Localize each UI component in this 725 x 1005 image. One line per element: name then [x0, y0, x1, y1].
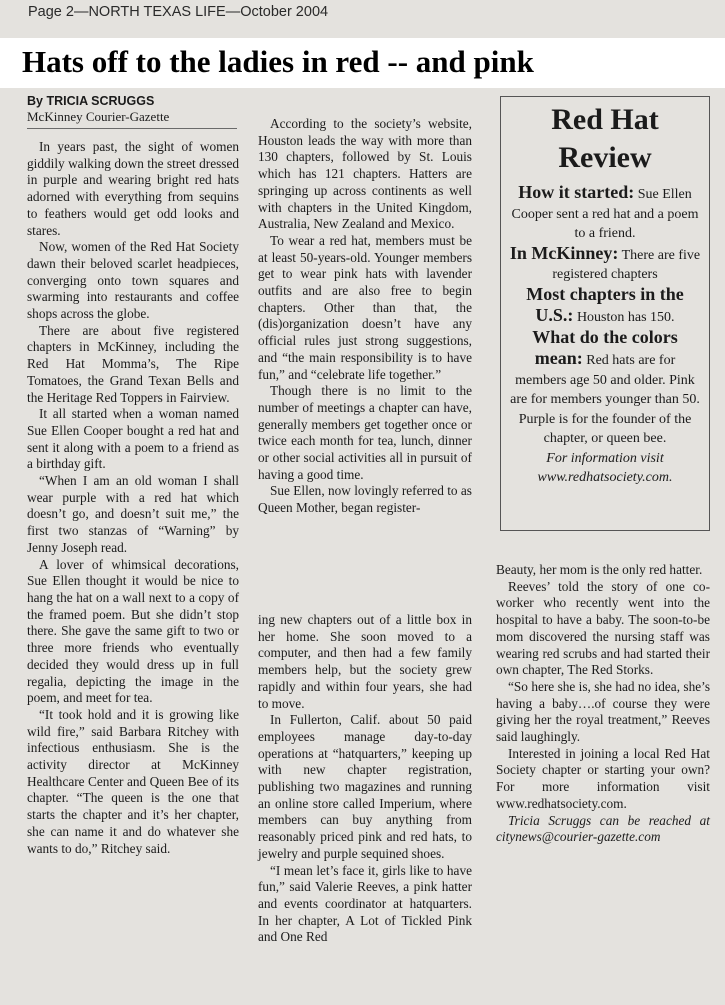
paragraph: In years past, the sight of women giddily walking down the street dressed in purple and wearing bright red hats adorned with everything from sequins to feathers would get odd looks and stares. [27, 139, 239, 238]
sidebar-heading: Most chapters in the U.S.: [526, 283, 684, 325]
column-1 [27, 94, 239, 857]
paragraph: “It took hold and it is growing like wild fire,” said Barbara Ritchey with infectious enthusiasm. She is the activity director at McKinney Healthcare Center and Queen Bee of its chapter. “The queen is the one that starts the chapter and it’s her chapter, she can name it and do whatever she wants to do,” Ritchey said. [27, 706, 239, 856]
column-2-top [258, 116, 472, 517]
sidebar-text: There are five registered chapters [552, 247, 701, 282]
author-contact: Tricia Scruggs can be reached at citynews@courier-gazette.com [496, 812, 710, 845]
paragraph: Sue Ellen, now lovingly referred to as Queen Mother, began register- [258, 483, 472, 516]
sidebar-section [509, 183, 701, 244]
sidebar-text: Sue Ellen Cooper sent a red hat and a poem to a friend. [511, 187, 699, 241]
sidebar-section [509, 244, 701, 285]
paragraph: It all started when a woman named Sue Ellen Cooper bought a red hat and sent it along with a poem to a friend as a birthday gift. [27, 406, 239, 472]
paragraph: Interested in joining a local Red Hat Society chapter or starting your own? For more information visit www.redhatsociety.com. [496, 745, 710, 811]
sidebar-title: Red Hat Review [551, 103, 659, 174]
paragraph: “I mean let’s face it, girls like to have fun,” said Valerie Reeves, a pink hatter and events coordinator at hatquarters. In her chapter, A Lot of Tickled Pink and One Red [258, 862, 472, 945]
sidebar-section [509, 285, 701, 328]
sidebar-section [509, 328, 701, 449]
red-hat-review-sidebar [500, 96, 710, 531]
paragraph: Reeves’ told the story of one co-worker who recently went into the hospital to have a baby. The soon-to-be mom discovered the nursing staff was wearing red scrubs and had started their own chapter, The Red Storks. [496, 578, 710, 678]
sidebar-heading: How it started: [518, 182, 635, 202]
sidebar-heading: In McKinney: [509, 242, 619, 263]
column-2-bottom [258, 612, 472, 946]
paragraph: There are about five registered chapters in McKinney, including the Red Hat Momma’s, The Ripe Tomatoes, the Grand Texan Bells and the Heritage Red Toppers in Fairview. [27, 322, 239, 405]
sidebar-heading: What do the colors mean: [532, 326, 678, 368]
paragraph: Now, women of the Red Hat Society dawn their beloved scarlet headpieces, converging onto town squares and swarming into restaurants and coffee shops across the globe. [27, 239, 239, 322]
paragraph: A lover of whimsical decorations, Sue Ellen thought it would be nice to hang the hat on a wall next to a copy of the framed poem. But she didn’t stop there. She gave the same gift to two or three more friends who eventually decided they would dress up in full regalia, depicting the image in the poem, and meet for tea. [27, 556, 239, 706]
paragraph: “So here she is, she had no idea, she’s having a baby….of course they were giving her the royal treatment,” Reeves said laughingly. [496, 678, 710, 745]
page-folio: Page 2—NORTH TEXAS LIFE—October 2004 [28, 4, 329, 20]
column-3 [496, 562, 710, 846]
paragraph: ing new chapters out of a little box in her home. She soon moved to a computer, and then had a few family members help, but the society grew rapidly and within four years, she had to move. [258, 612, 472, 711]
byline-paper: McKinney Courier-Gazette [27, 109, 170, 124]
byline-rule [27, 128, 237, 129]
paragraph: Though there is no limit to the number of meetings a chapter can have, generally members get together once or twice each month for tea, lunch, dinner or other social activities all in pursuit of having a good time. [258, 383, 472, 482]
headline: Hats off to the ladies in red -- and pink [22, 44, 534, 79]
paragraph: Beauty, her mom is the only red hatter. [496, 562, 703, 577]
paragraph: To wear a red hat, members must be at least 50-years-old. Younger members get to wear pink hats with lavender outfits and are also free to begin chapters. Other than that, the (dis)organization doesn’t have any official rules just strong suggestions, and “the main responsibility is to have fun,” and “celebrate life together.” [258, 232, 472, 382]
paragraph: “When I am an old woman I shall wear purple with a red hat which doesn’t go, and doesn’t suit me,” the first two stanzas of “Warning” by Jenny Joseph read. [27, 473, 239, 555]
sidebar-footer: For information visit www.redhatsociety.com. [537, 450, 673, 485]
sidebar-text: Houston has 150. [576, 310, 675, 325]
paragraph: According to the society’s website, Houston leads the way with more than 130 chapters, followed by St. Louis which has 121 chapters. Hatters are springing up across continents as well with chapters in the United Kingdom, Australia, New Zealand and Mexico. [258, 116, 472, 232]
byline-author: By TRICIA SCRUGGS [27, 94, 155, 108]
paragraph: In Fullerton, Calif. about 50 paid employees manage day-to-day operations at “hatquarters,” keeping up with new chapter registration, publishing two magazines and running an online store called Imperium, where members can buy anything from reasonably priced pink and red hats, to jewelry and purple sequined shoes. [258, 712, 472, 861]
sidebar-text: Red hats are for members age 50 and older. Pink are for members younger than 50. Purple is for the founder of the chapter, or queen bee. [510, 353, 700, 446]
